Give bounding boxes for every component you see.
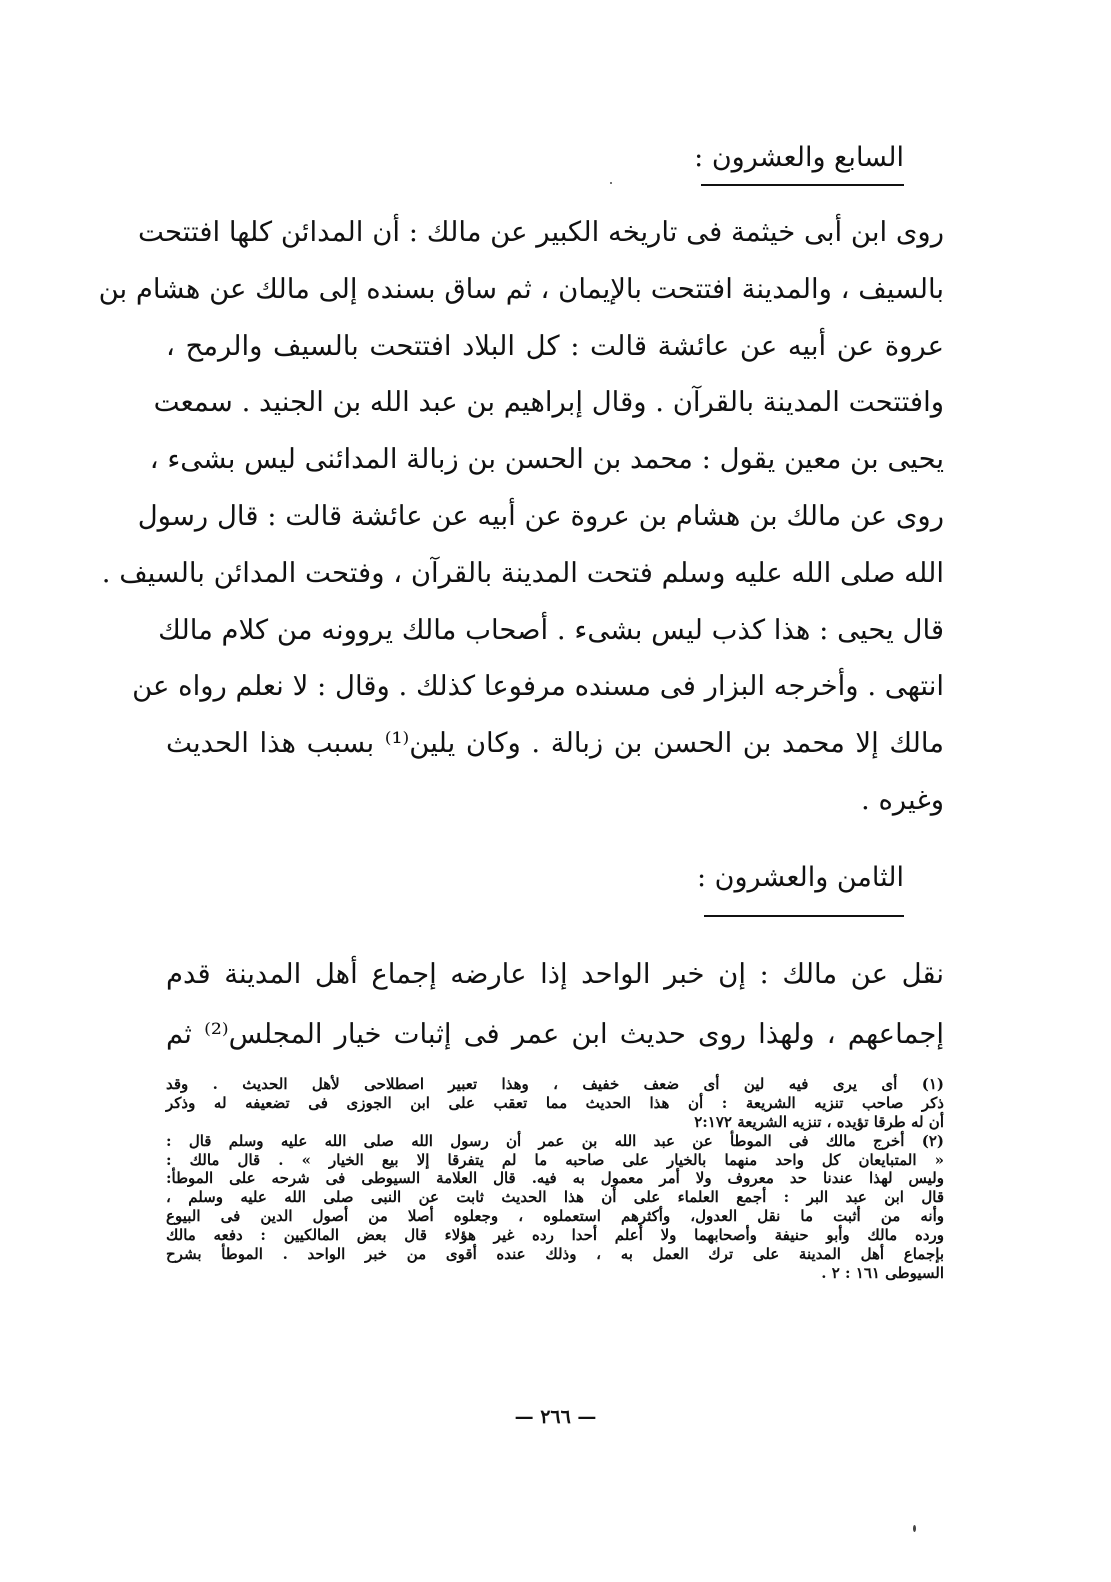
footnote-line: ذكر صاحب تنزيه الشريعة : أن هذا الحديث مما تعقب على ابن الجوزى فى تضعيفه له وذكر: [166, 1093, 944, 1112]
section-heading-27: السابع والعشرون :: [694, 142, 904, 173]
scan-speck: [610, 182, 612, 184]
text-line: إجماعهم ، ولهذا روى حديث ابن عمر فى إثبات خيار المجلس⁽²⁾ ثم: [166, 1018, 945, 1050]
footnotes: [166, 1075, 944, 1283]
footnote-line: بإجماع أهل المدينة على ترك العمل به ، وذلك عنده أقوى من خبر الواحد . الموطأ بشرح: [166, 1245, 944, 1264]
section-body-27: [98, 204, 944, 829]
heading-underline-28: [704, 915, 904, 917]
text-line: وافتتحت المدينة بالقرآن . وقال إبراهيم بن عبد الله بن الجنيد . سمعت: [153, 386, 944, 419]
footnote-line: « المتبايعان كل واحد منهما بالخيار على صاحبه ما لم يتفرقا إلا بيع الخيار » . قال مالك :: [166, 1150, 944, 1169]
footnote-line: ورده مالك وأبو حنيفة وأصحابهما ولا أعلم أحدا رده غير هؤلاء قال بعض المالكيين : دفعه مالك: [166, 1226, 944, 1245]
text-line: روى عن مالك بن هشام بن عروة عن أبيه عن عائشة قالت : قال رسول: [137, 499, 944, 532]
text-line: عروة عن أبيه عن عائشة قالت : كل البلاد افتتحت بالسيف والرمح ،: [166, 329, 944, 362]
footnote-line: أن له طرقا تؤيده ، تنزيه الشريعة ٢:١٧٢: [694, 1112, 944, 1131]
text-line: الله صلى الله عليه وسلم فتحت المدينة بالقرآن ، وفتحت المدائن بالسيف .: [101, 556, 944, 589]
text-line: انتهى . وأخرجه البزار فى مسنده مرفوعا كذلك . وقال : لا نعلم رواه عن: [132, 670, 944, 703]
text-line: يحيى بن معين يقول : محمد بن الحسن بن زبالة المدائنى ليس بشىء ،: [149, 443, 944, 476]
footnote-line: السيوطى ١٦١ : ٢ .: [821, 1263, 944, 1282]
section-body-28: [166, 944, 944, 1064]
text-line: وغيره .: [860, 783, 944, 816]
footnote-line: وأنه من أثبت ما نقل العدول، وأكثرهم استعملوه ، وجعلوه أصلا من أصول الدين فى البيوع: [166, 1207, 944, 1226]
footnote-line: قال ابن عبد البر : أجمع العلماء على أن هذا الحديث ثابت عن النبى صلى الله عليه وسلم ،: [166, 1188, 944, 1207]
text-line: روى ابن أبى خيثمة فى تاريخه الكبير عن مالك : أن المدائن كلها افتتحت: [138, 216, 944, 248]
text-line: مالك إلا محمد بن الحسن بن زبالة . وكان يلين⁽¹⁾ بسبب هذا الحديث: [166, 727, 944, 760]
scan-speck: [913, 1525, 916, 1532]
footnote-line: وليس لهذا عندنا حد معروف ولا أمر معمول به فيه. قال العلامة السيوطى فى شرحه على الموطأ:: [166, 1169, 944, 1188]
footnote-line: (٢) أخرج مالك فى الموطأ عن عبد الله بن عمر أن رسول الله صلى الله عليه وسلم قال :: [166, 1131, 944, 1150]
page-number: — ٢٦٦ —: [514, 1406, 597, 1428]
footnote-line: (١) أى يرى فيه لين أى ضعف خفيف ، وهذا تعبير اصطلاحى لأهل الحديث . وقد: [166, 1075, 944, 1093]
text-line: بالسيف ، والمدينة افتتحت بالإيمان ، ثم ساق بسنده إلى مالك عن هشام بن: [98, 272, 944, 305]
text-line: قال يحيى : هذا كذب ليس بشىء . أصحاب مالك يروونه من كلام مالك: [158, 613, 944, 646]
section-heading-28: الثامن والعشرون :: [696, 862, 904, 893]
heading-underline-27: [701, 184, 904, 186]
text-line: نقل عن مالك : إن خبر الواحد إذا عارضه إجماع أهل المدينة قدم: [166, 958, 944, 990]
